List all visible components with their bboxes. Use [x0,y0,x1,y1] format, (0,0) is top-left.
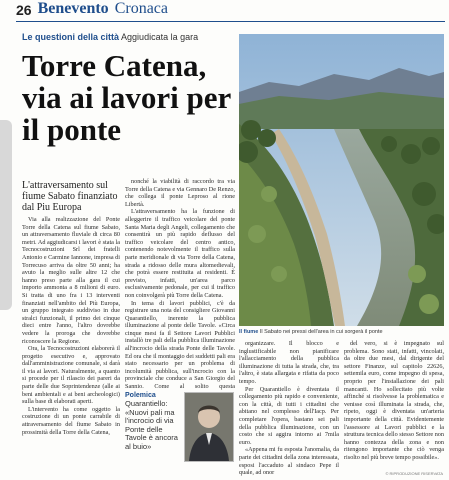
section-name: Benevento [37,0,109,17]
polemica-label: Polemica [125,392,156,399]
polemica-box [125,392,183,478]
article-paragraph: L'intervento ha come oggetto la costruzione di un ponte carrabile di attraversamento del fiume Sabato in prossimità della Torre della Catena, [22,405,120,436]
river-photo-image [239,34,444,326]
article-headline: Torre Catena, via ai lavori per il ponte [22,48,231,147]
page-turn-tab[interactable] [0,120,12,310]
article-paragraph: Ora, la Tecnocostruzioni elaborerà il progetto esecutivo e, approvato dall'amministrazione comunale, si darà il via ai lavori. Naturalmente, a quanto si procede per il rilascio dei pareri da parte delle due Soprintendenze (alle ai beni ambientali e ai beni archeologici) sulla base di elaborati aperti. [22,345,120,406]
article-paragraph: nonché la viabilità di raccordo tra via Torre della Catena e via Gennaro De Renzo, che collega il ponte Leproso al rione Libertà. [125,178,235,208]
kicker-topic: Le questioni della città [22,32,120,42]
article-paragraph: organizzare. Il blocco e inglustificabile non pianificare l'allacciamento della pubblica illuminazione di tutta la strada, che, tra l'altro, è stata allargata e rifatta da poco tempo. [239,340,339,385]
article-column-1 [22,216,120,478]
article-paragraph: del vero, si è impegnato sul problema. Sono stati, infatti, vincolati, da oltre due mesi, dal dirigente del settore Finanze, sul capitolo 22626, settemila euro, come impegno di spesa, proprio per l'installazione dei pali mancanti. Ho sollecitato più volte affinché si risolvesse la problematica e venisse così illuminata la strada, che, ripeto, oggi è diventata un'arteria importante della città. Evidentemente l'assessore ai Lavori pubblici e la struttura tecnica dello stesso Settore non hanno contezza della zona e non ritengono importante che ciò venga risolto nel più breve tempo possibile». [344,340,444,461]
portrait-image [185,393,233,461]
section-subname: Cronaca [114,0,168,17]
copyright-credit: © RIPRODUZIONE RISERVATA [385,471,443,476]
article-paragraph: L'attraversamento ha la funzione di alleggerire il traffico veicolare del ponte Santa Maria degli Angeli, collegamento che consentirà un più rapido deflusso del traffico veicolare del centro antico, contenendo notevolmente il traffico sulla parte meridionale di via Torre della Catena, strada a ridosso delle mura altomedievali, che potrà essere restituita ai residenti. È previsto, infatti, un'area parco esclusivamente pedonale, per cui il traffico non coinvolgerà più Torre della Catena. [125,208,235,299]
river-photo [239,34,444,326]
photo-caption-text: Il Sabato nei pressi dell'area in cui sorgerà il ponte [259,329,383,335]
page-number: 26 [16,2,32,18]
article-paragraph: In tema di lavori pubblici, c'è da registrare una nota del consigliere Giovanni Quarantiello, inerente la pubblica illuminazione al ponte delle Tavole. «Circa cinque mesi fa il Settore Lavori Pubblici installò tre pali della pubblica illuminazione all'incrocio della strada Ponte delle Tavole. Ed ora che il montaggio dei suddetti pali era stato necessario per un problema di incolumità pubblica, sull'incrocio con la provinciale che conduce a San Giorgio del Sannio. Come al solito questa [125,299,235,390]
photo-caption-label: Il fiume [239,329,259,335]
portrait-photo [184,392,234,462]
article-paragraph: Per Quarantiello è diventata il collegamento più rapido e conveniente, con la città, di tutti i cittadini che abitano nel complesso dell'Iacp. Per completare l'opera, bastano sei pali della pubblica illuminazione, con un costo che si aggira intorno ai 7mila euro. [239,385,339,446]
article-subhead: L'attraversamento sul fiume Sabato finanziato dal Piu Europa [22,180,118,213]
kicker-text: Aggiudicata la gara [121,32,199,42]
kicker [22,32,198,42]
article-column-3 [239,340,339,478]
article-column-4 [344,340,444,468]
photo-caption [239,329,444,335]
article-column-2 [125,178,235,390]
article-paragraph: «Appena mi fu esposta l'anomalia, da parte dei cittadini della zona interessata, esposi l'accaduto al sindaco Pepe il quale, ad onor [239,446,339,477]
article-paragraph: Via alla realizzazione del Ponte Torre della Catena sul fiume Sabato, un attraversamento fluviale di circa 80 metri. Ad aggiudicarsi i lavori è stata la Tecnocostruzioni Srl dei fratelli Antonio e Carmine Iannone, impresa di Torrecuso arriva da oltre 50 anni; ha avuto la meglio sulle altre 12 che hanno preso parte alla gara il cui importo ammonta a 8 milioni di euro. Si tratta di uno fra i 13 interventi finanziati nell'ambito del Più Europa, un gruppo integrato suddiviso in due stralci funzionali, il primo dei cinque dieci entre l'anno, l'altro dovrebbe vedere la proroga che dovrebbe riconoscere la Regione. [22,216,120,345]
polemica-text: Quarantiello: «Nuovi pali ma l'incrocio di via Ponte delle Tavole è ancora al buio» [125,399,178,451]
page-header [16,0,445,22]
